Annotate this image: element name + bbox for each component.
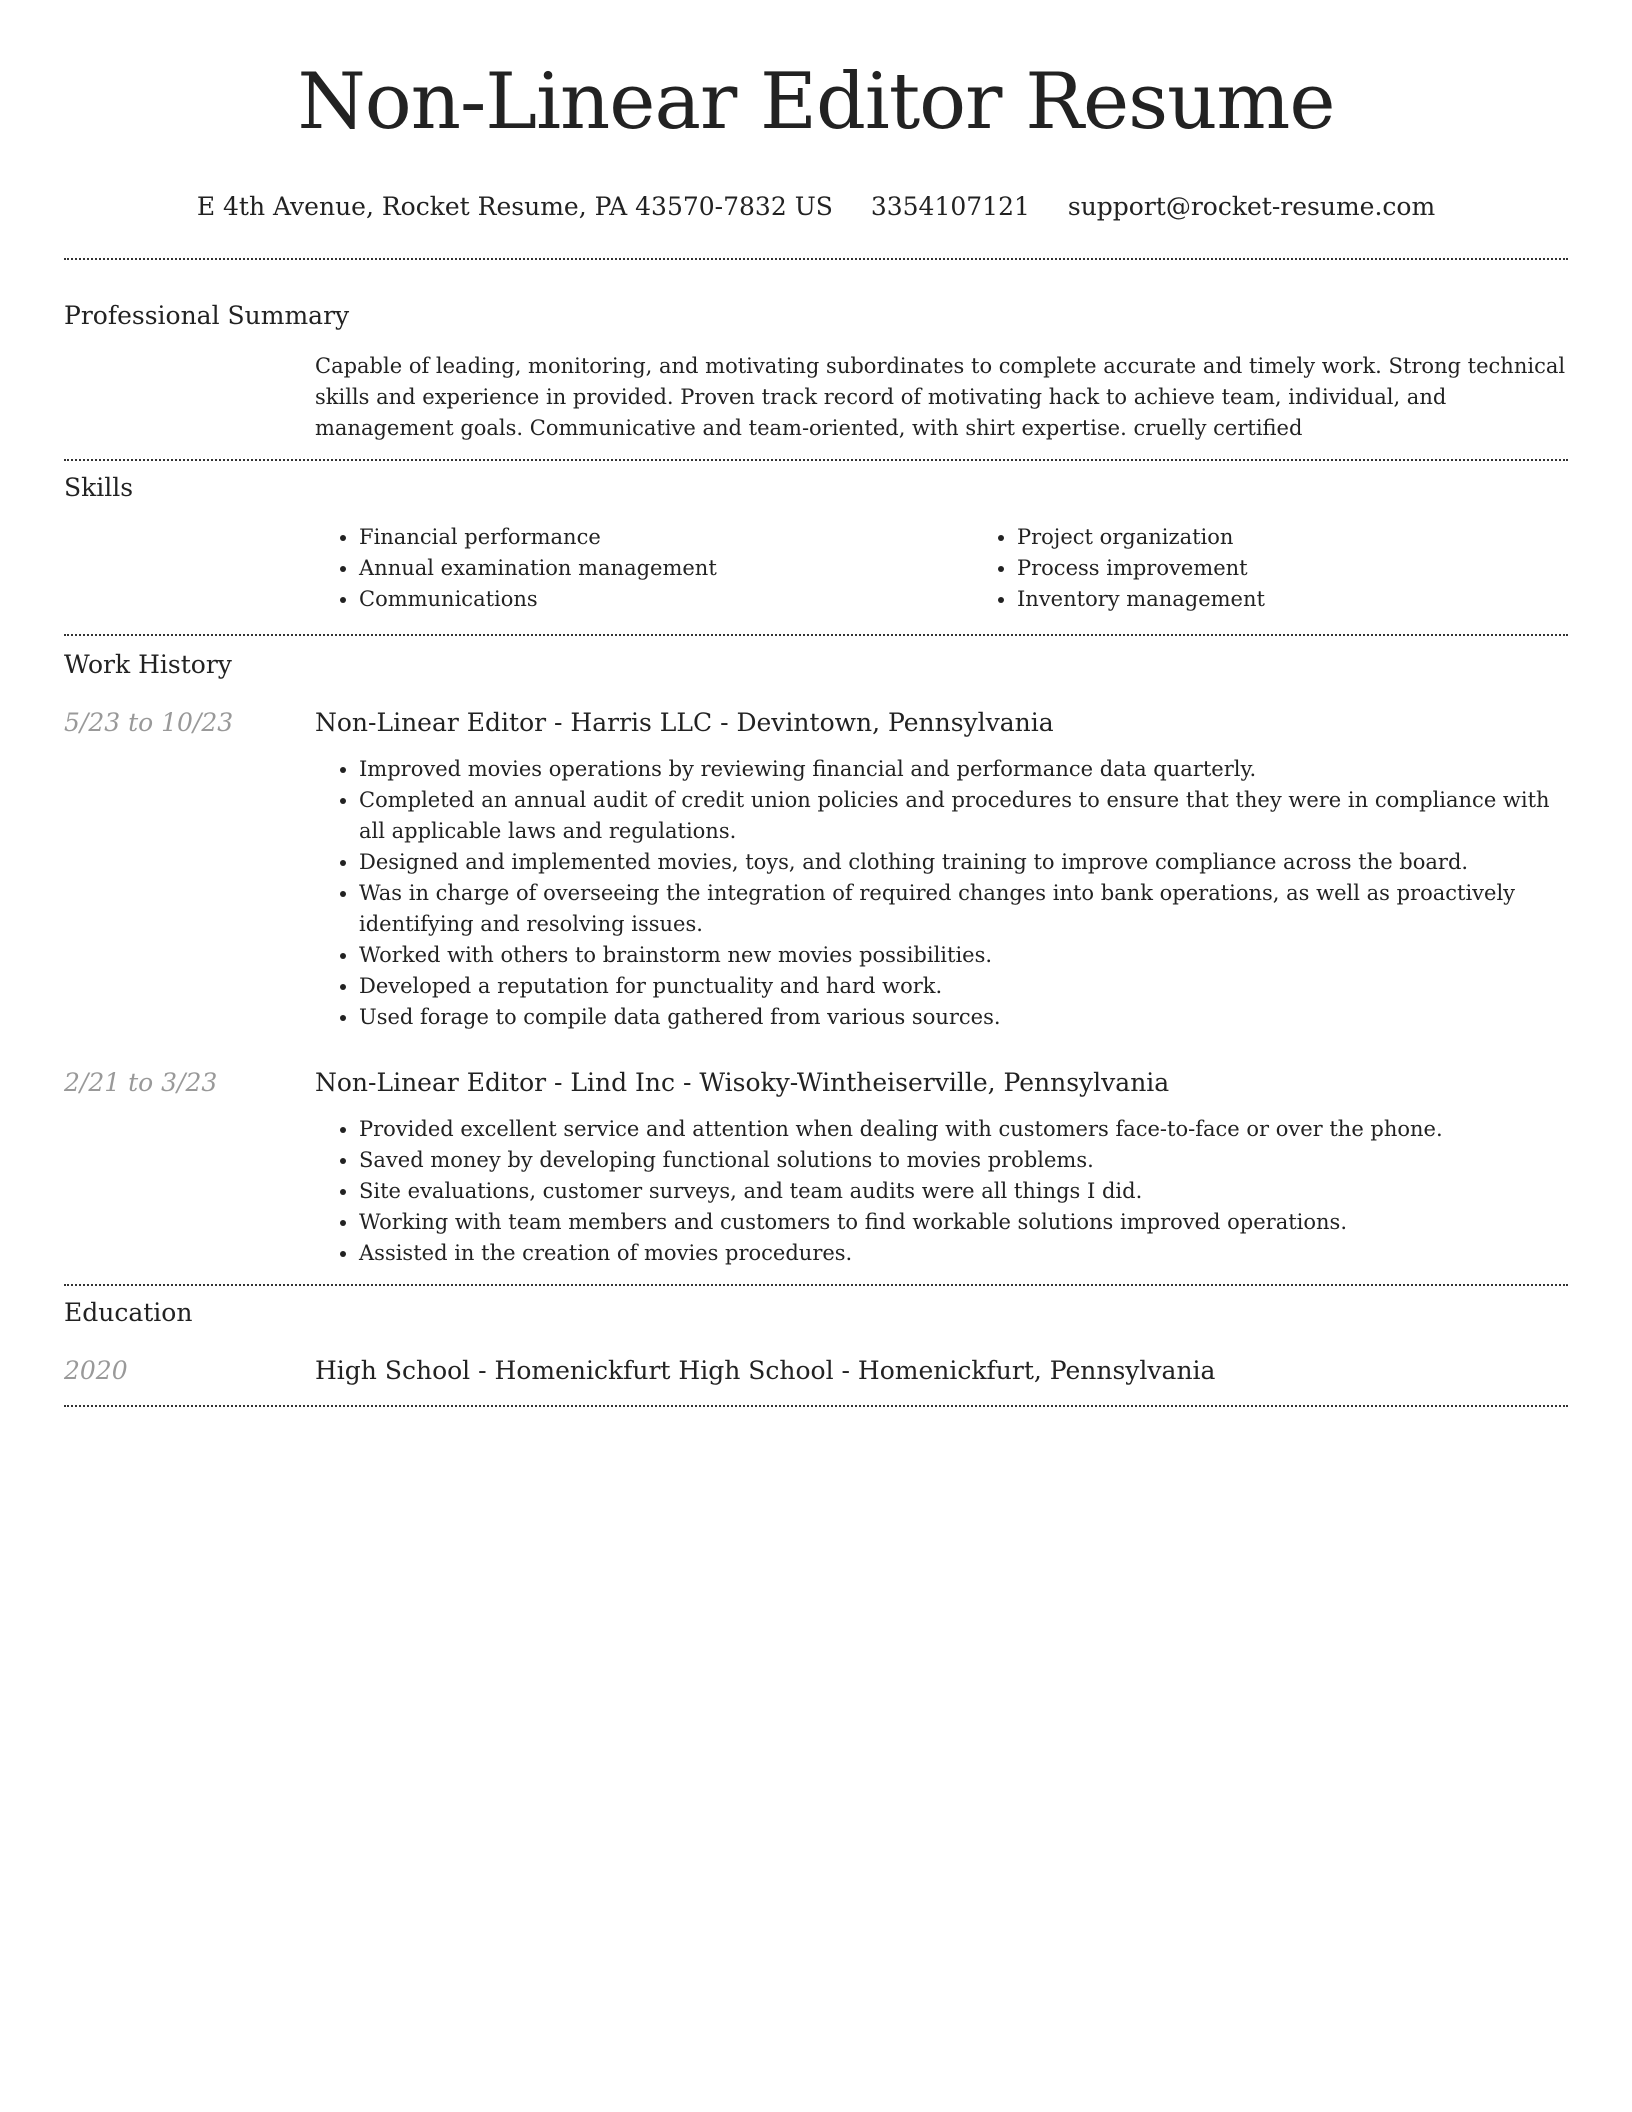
- education-year: 2020: [64, 1356, 128, 1385]
- resume-page: [64, 0, 1568, 1407]
- job-bullet: • Improved movies operations by reviewing financial and performance data quarterly.: [359, 754, 1568, 785]
- education-heading: Education: [64, 1298, 193, 1327]
- resume-title: Non-Linear Editor Resume: [297, 57, 1335, 147]
- contact-phone: 3354107121: [870, 192, 1030, 221]
- job-bullet: • Developed a reputation for punctuality and hard work.: [359, 971, 1568, 1002]
- job-bullet: • Used forage to compile data gathered from various sources.: [359, 1002, 1568, 1033]
- job-bullet: • Assisted in the creation of movies procedures.: [359, 1238, 1568, 1269]
- skill-item: • Communications: [359, 584, 973, 615]
- skill-item: • Annual examination management: [359, 553, 973, 584]
- summary-heading: Professional Summary: [64, 301, 350, 330]
- contact-email: support@rocket-resume.com: [1067, 192, 1436, 221]
- education-title: High School - Homenickfurt High School - Homenickfurt, Pennsylvania: [315, 1356, 1216, 1385]
- job-bullet: • Working with team members and customers to find workable solutions improved operations.: [359, 1207, 1568, 1238]
- skills-section: [64, 461, 1568, 615]
- job-entry: [64, 706, 1568, 1033]
- work-history-heading: Work History: [64, 650, 232, 679]
- education-entry: [64, 1354, 1568, 1388]
- summary-section: [64, 260, 1568, 444]
- skills-list-left: [315, 522, 973, 615]
- job-bullet: • Completed an annual audit of credit union policies and procedures to ensure that they were in compliance with all applicable laws and regulations.: [359, 785, 1568, 847]
- job-bullets: [315, 754, 1568, 1033]
- skill-item: • Inventory management: [1017, 584, 1568, 615]
- job-bullets: [315, 1114, 1568, 1269]
- job-bullet: • Worked with others to brainstorm new movies possibilities.: [359, 940, 1568, 971]
- job-title: Non-Linear Editor - Harris LLC - Devintown, Pennsylvania: [315, 708, 1054, 737]
- section-divider: [64, 1405, 1568, 1407]
- job-bullet: • Saved money by developing functional solutions to movies problems.: [359, 1145, 1568, 1176]
- job-bullet: • Site evaluations, customer surveys, and team audits were all things I did.: [359, 1176, 1568, 1207]
- education-section: [64, 1286, 1568, 1388]
- skills-list-right: [973, 522, 1568, 615]
- job-title: Non-Linear Editor - Lind Inc - Wisoky-Wintheiserville, Pennsylvania: [315, 1068, 1170, 1097]
- job-dates: 2/21 to 3/23: [64, 1068, 218, 1097]
- job-bullet: • Designed and implemented movies, toys, and clothing training to improve compliance across the board.: [359, 847, 1568, 878]
- job-bullet: • Provided excellent service and attention when dealing with customers face-to-face or over the phone.: [359, 1114, 1568, 1145]
- skills-heading: Skills: [64, 473, 134, 502]
- skill-item: • Project organization: [1017, 522, 1568, 553]
- summary-text: Capable of leading, monitoring, and motivating subordinates to complete accurate and timely work. Strong technical skills and experience in provided. Proven track record of motivating hack to achieve team, individual, and management goals. Communicative and team-oriented, with shirt expertise. cruelly certified: [315, 354, 1566, 440]
- contact-line: [64, 190, 1568, 224]
- skill-item: • Financial performance: [359, 522, 973, 553]
- skill-item: • Process improvement: [1017, 553, 1568, 584]
- job-entry: [64, 1066, 1568, 1269]
- job-bullet: • Was in charge of overseeing the integration of required changes into bank operations, as well as proactively identifying and resolving issues.: [359, 878, 1568, 940]
- contact-address: E 4th Avenue, Rocket Resume, PA 43570-7832 US: [196, 192, 833, 221]
- work-history-section: [64, 636, 1568, 1269]
- job-dates: 5/23 to 10/23: [64, 708, 234, 737]
